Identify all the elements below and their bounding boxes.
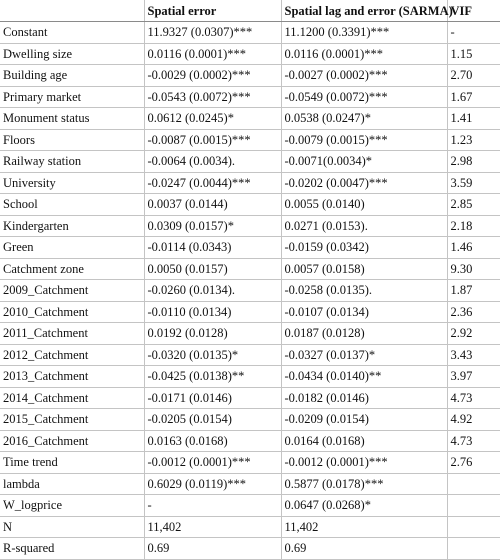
cell-variable: N xyxy=(0,516,144,538)
cell-sarma: 0.0538 (0.0247)* xyxy=(281,108,447,130)
table-row xyxy=(0,151,500,173)
table-body xyxy=(0,22,500,560)
header-spatial-error: Spatial error xyxy=(144,0,281,22)
cell-variable: University xyxy=(0,172,144,194)
cell-sarma: -0.0182 (0.0146) xyxy=(281,387,447,409)
cell-spatial-error: -0.0110 (0.0134) xyxy=(144,301,281,323)
table-row xyxy=(0,43,500,65)
cell-vif: 3.43 xyxy=(447,344,500,366)
cell-variable: R-squared xyxy=(0,538,144,560)
cell-vif: 3.59 xyxy=(447,172,500,194)
table-row xyxy=(0,430,500,452)
cell-sarma: -0.0434 (0.0140)** xyxy=(281,366,447,388)
cell-variable: Time trend xyxy=(0,452,144,474)
cell-spatial-error: -0.0247 (0.0044)*** xyxy=(144,172,281,194)
cell-sarma: 11,402 xyxy=(281,516,447,538)
cell-variable: 2011_Catchment xyxy=(0,323,144,345)
table-row xyxy=(0,323,500,345)
header-sarma: Spatial lag and error (SARMA) xyxy=(281,0,447,22)
cell-spatial-error: 0.0612 (0.0245)* xyxy=(144,108,281,130)
cell-vif: 9.30 xyxy=(447,258,500,280)
cell-sarma: 0.0055 (0.0140) xyxy=(281,194,447,216)
table-row xyxy=(0,86,500,108)
cell-vif: 1.87 xyxy=(447,280,500,302)
table-row xyxy=(0,409,500,431)
table-header-row xyxy=(0,0,500,22)
cell-vif: - xyxy=(447,22,500,44)
cell-vif: 2.36 xyxy=(447,301,500,323)
cell-sarma: -0.0071(0.0034)* xyxy=(281,151,447,173)
cell-variable: 2010_Catchment xyxy=(0,301,144,323)
cell-spatial-error: 11.9327 (0.0307)*** xyxy=(144,22,281,44)
cell-variable: 2014_Catchment xyxy=(0,387,144,409)
cell-variable: 2009_Catchment xyxy=(0,280,144,302)
cell-sarma: -0.0159 (0.0342) xyxy=(281,237,447,259)
table-row xyxy=(0,516,500,538)
cell-spatial-error: -0.0171 (0.0146) xyxy=(144,387,281,409)
cell-spatial-error: -0.0260 (0.0134). xyxy=(144,280,281,302)
table-row xyxy=(0,22,500,44)
cell-variable: Floors xyxy=(0,129,144,151)
cell-vif: 1.67 xyxy=(447,86,500,108)
cell-variable: 2015_Catchment xyxy=(0,409,144,431)
cell-sarma: -0.0027 (0.0002)*** xyxy=(281,65,447,87)
cell-sarma: -0.0202 (0.0047)*** xyxy=(281,172,447,194)
cell-spatial-error: -0.0114 (0.0343) xyxy=(144,237,281,259)
cell-vif: 4.92 xyxy=(447,409,500,431)
cell-spatial-error: -0.0205 (0.0154) xyxy=(144,409,281,431)
header-vif: VIF xyxy=(447,0,500,22)
cell-spatial-error: -0.0064 (0.0034). xyxy=(144,151,281,173)
table-row xyxy=(0,301,500,323)
cell-variable: Building age xyxy=(0,65,144,87)
cell-vif: 4.73 xyxy=(447,387,500,409)
table-row xyxy=(0,215,500,237)
cell-sarma: 0.0116 (0.0001)*** xyxy=(281,43,447,65)
cell-spatial-error: 11,402 xyxy=(144,516,281,538)
table-row xyxy=(0,129,500,151)
cell-spatial-error: -0.0543 (0.0072)*** xyxy=(144,86,281,108)
header-variable xyxy=(0,0,144,22)
cell-spatial-error: 0.0050 (0.0157) xyxy=(144,258,281,280)
cell-variable: Green xyxy=(0,237,144,259)
cell-variable: Constant xyxy=(0,22,144,44)
cell-sarma: 0.0647 (0.0268)* xyxy=(281,495,447,517)
cell-vif: 1.46 xyxy=(447,237,500,259)
table-row xyxy=(0,280,500,302)
cell-vif xyxy=(447,516,500,538)
cell-spatial-error: 0.0192 (0.0128) xyxy=(144,323,281,345)
table-row xyxy=(0,172,500,194)
cell-spatial-error: -0.0087 (0.0015)*** xyxy=(144,129,281,151)
cell-vif: 2.98 xyxy=(447,151,500,173)
cell-sarma: 0.0187 (0.0128) xyxy=(281,323,447,345)
cell-sarma: 0.69 xyxy=(281,538,447,560)
cell-vif: 2.92 xyxy=(447,323,500,345)
cell-spatial-error: -0.0320 (0.0135)* xyxy=(144,344,281,366)
cell-spatial-error: -0.0012 (0.0001)*** xyxy=(144,452,281,474)
cell-variable: Railway station xyxy=(0,151,144,173)
cell-vif: 2.76 xyxy=(447,452,500,474)
cell-sarma: 0.0271 (0.0153). xyxy=(281,215,447,237)
cell-sarma: 11.1200 (0.3391)*** xyxy=(281,22,447,44)
cell-variable: Primary market xyxy=(0,86,144,108)
cell-sarma: 0.5877 (0.0178)*** xyxy=(281,473,447,495)
cell-vif: 2.18 xyxy=(447,215,500,237)
cell-variable: W_logprice xyxy=(0,495,144,517)
cell-vif: 3.97 xyxy=(447,366,500,388)
cell-vif xyxy=(447,538,500,560)
table-row xyxy=(0,194,500,216)
cell-sarma: 0.0164 (0.0168) xyxy=(281,430,447,452)
table-row xyxy=(0,387,500,409)
cell-sarma: -0.0327 (0.0137)* xyxy=(281,344,447,366)
cell-vif: 4.73 xyxy=(447,430,500,452)
table-row xyxy=(0,237,500,259)
table-row xyxy=(0,538,500,560)
table-row xyxy=(0,473,500,495)
cell-vif: 1.23 xyxy=(447,129,500,151)
table-row xyxy=(0,344,500,366)
cell-vif xyxy=(447,495,500,517)
cell-spatial-error: - xyxy=(144,495,281,517)
table-row xyxy=(0,108,500,130)
cell-variable: Catchment zone xyxy=(0,258,144,280)
cell-spatial-error: 0.69 xyxy=(144,538,281,560)
table-row xyxy=(0,495,500,517)
table-row xyxy=(0,258,500,280)
cell-vif: 2.85 xyxy=(447,194,500,216)
cell-variable: 2016_Catchment xyxy=(0,430,144,452)
cell-spatial-error: 0.0037 (0.0144) xyxy=(144,194,281,216)
cell-spatial-error: -0.0425 (0.0138)** xyxy=(144,366,281,388)
cell-vif: 1.15 xyxy=(447,43,500,65)
cell-sarma: -0.0549 (0.0072)*** xyxy=(281,86,447,108)
table-row xyxy=(0,452,500,474)
table-row xyxy=(0,366,500,388)
cell-variable: Monument status xyxy=(0,108,144,130)
cell-spatial-error: 0.0309 (0.0157)* xyxy=(144,215,281,237)
cell-sarma: 0.0057 (0.0158) xyxy=(281,258,447,280)
cell-spatial-error: 0.6029 (0.0119)*** xyxy=(144,473,281,495)
cell-spatial-error: -0.0029 (0.0002)*** xyxy=(144,65,281,87)
cell-spatial-error: 0.0163 (0.0168) xyxy=(144,430,281,452)
cell-variable: 2012_Catchment xyxy=(0,344,144,366)
cell-variable: Dwelling size xyxy=(0,43,144,65)
cell-sarma: -0.0258 (0.0135). xyxy=(281,280,447,302)
cell-vif: 1.41 xyxy=(447,108,500,130)
cell-spatial-error: 0.0116 (0.0001)*** xyxy=(144,43,281,65)
cell-sarma: -0.0012 (0.0001)*** xyxy=(281,452,447,474)
cell-vif xyxy=(447,473,500,495)
cell-vif: 2.70 xyxy=(447,65,500,87)
cell-sarma: -0.0079 (0.0015)*** xyxy=(281,129,447,151)
cell-variable: School xyxy=(0,194,144,216)
cell-sarma: -0.0209 (0.0154) xyxy=(281,409,447,431)
cell-variable: Kindergarten xyxy=(0,215,144,237)
cell-variable: 2013_Catchment xyxy=(0,366,144,388)
cell-sarma: -0.0107 (0.0134) xyxy=(281,301,447,323)
cell-variable: lambda xyxy=(0,473,144,495)
table-row xyxy=(0,65,500,87)
